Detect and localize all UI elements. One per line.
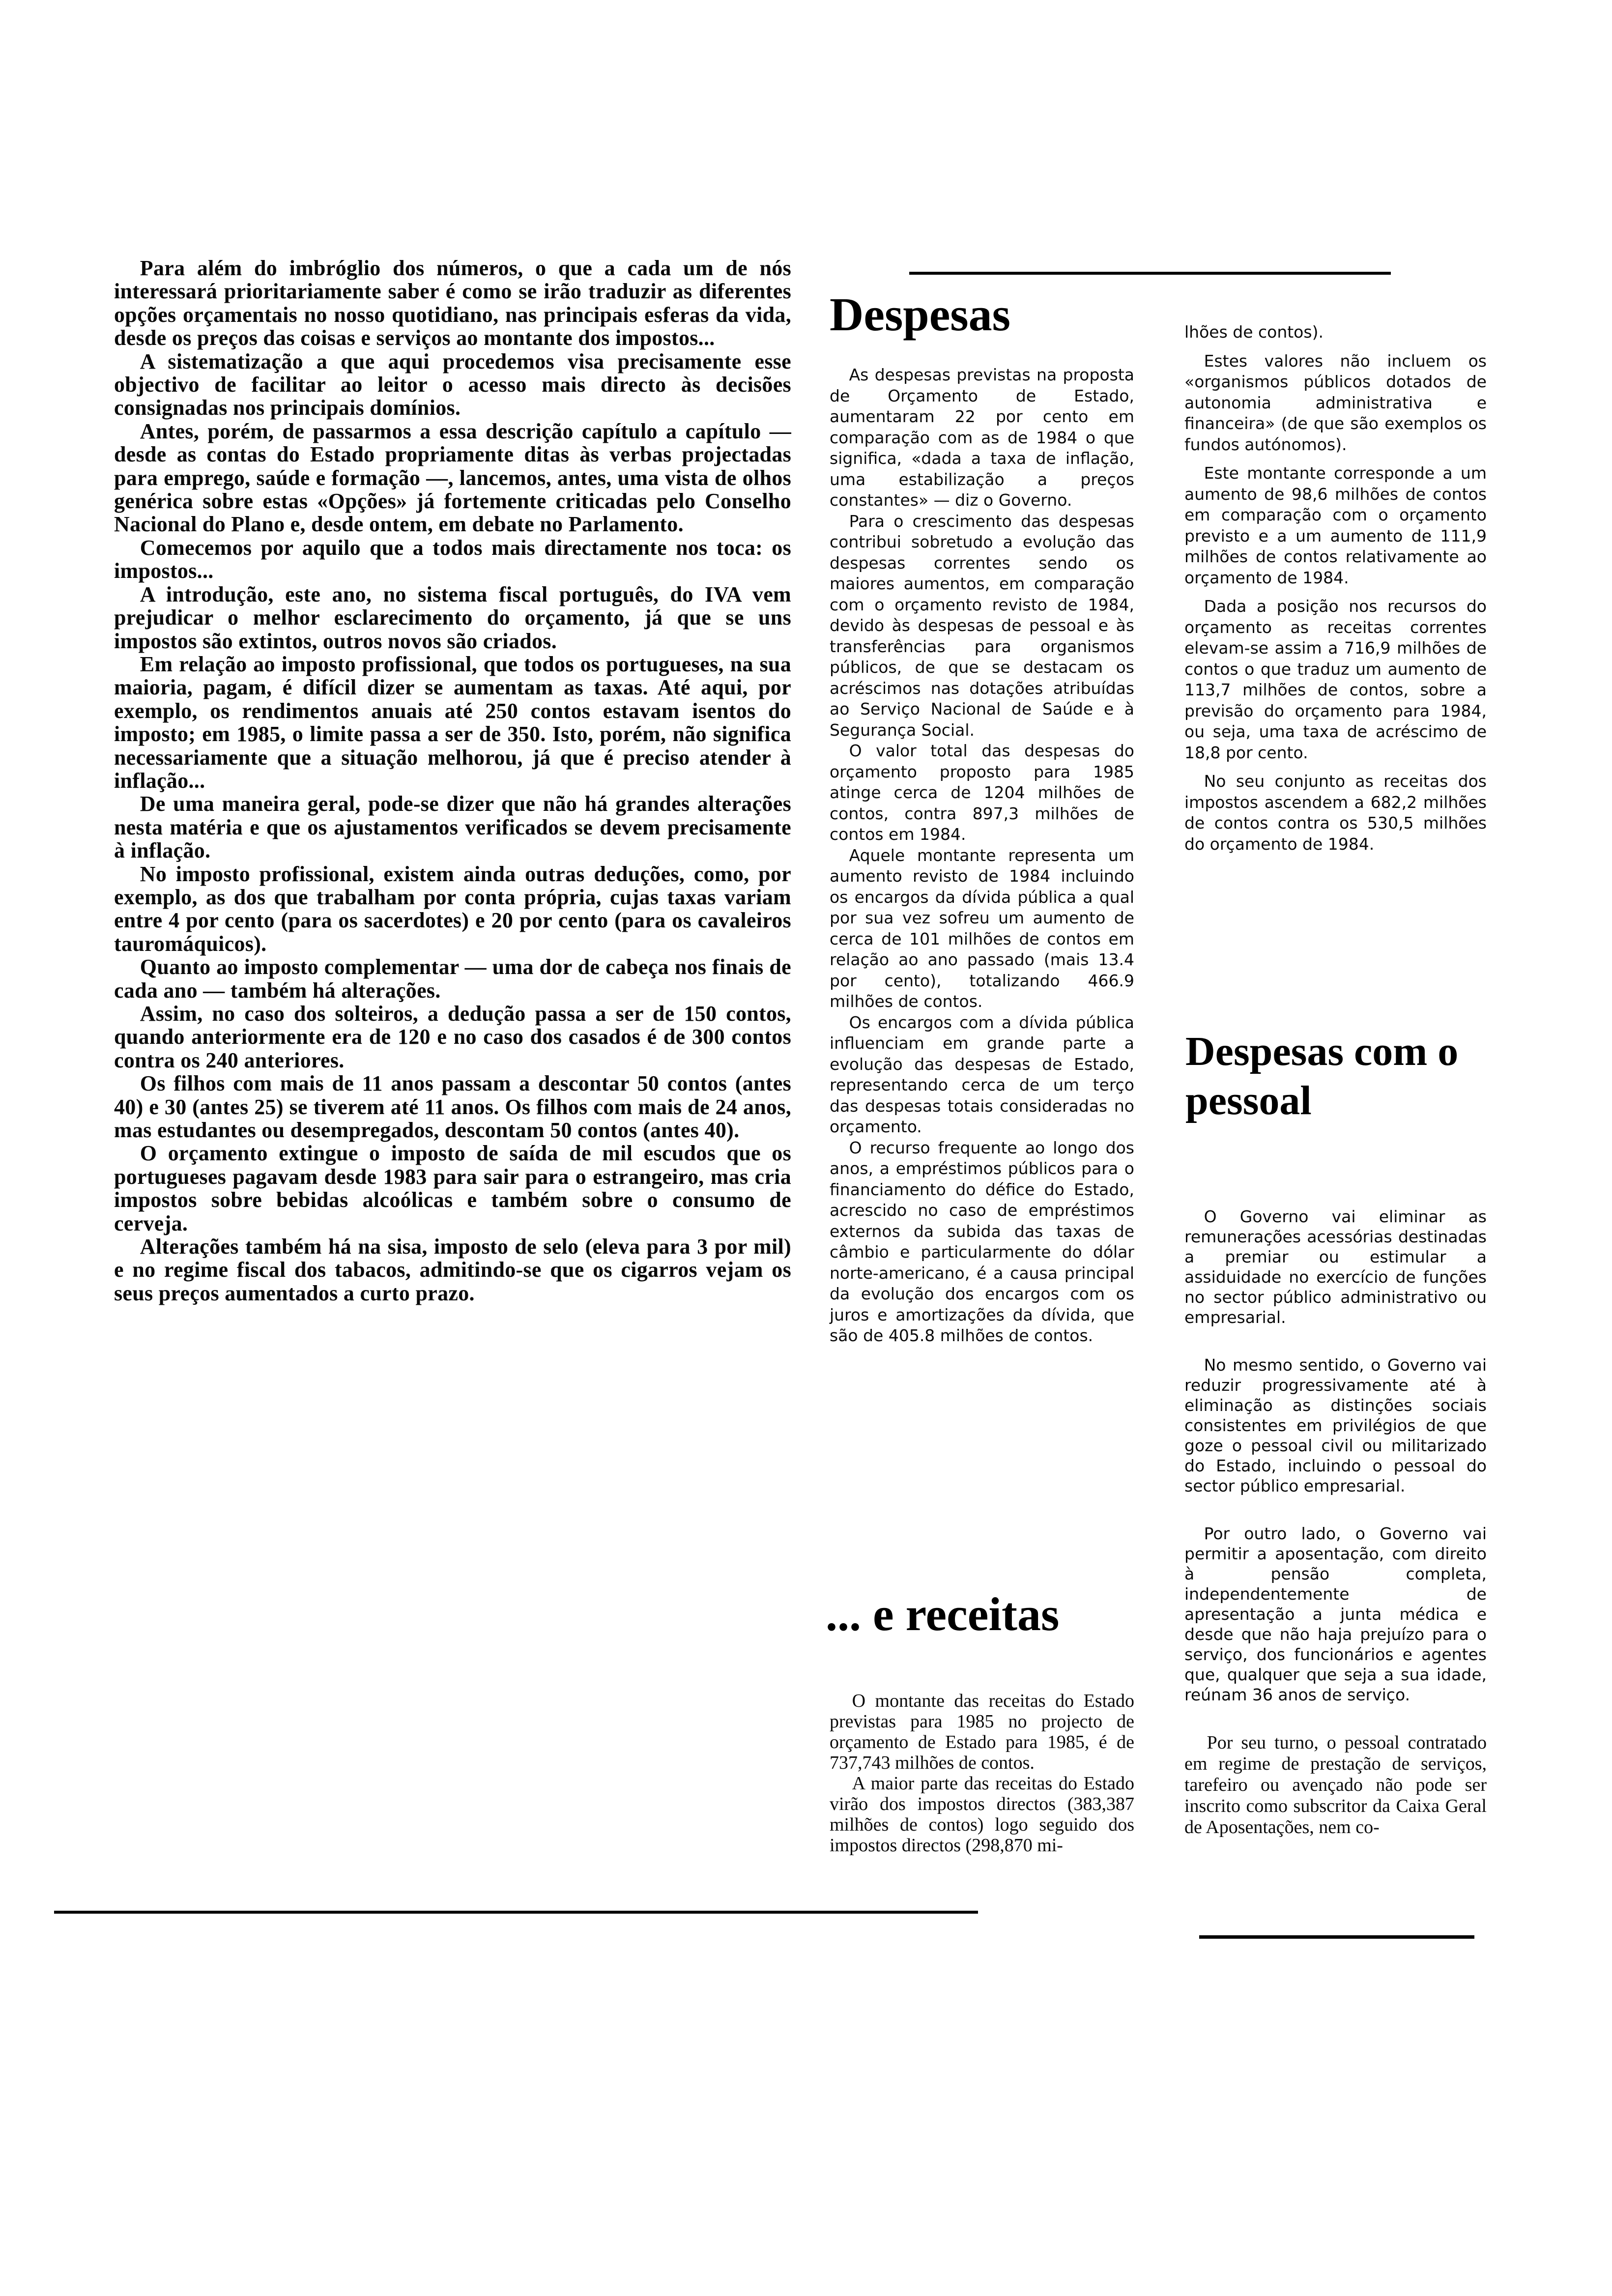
paragraph: O valor total das despesas do orçamento proposto para 1985 atinge cerca de 1204 milhões de contos, contra 897,3 milhões de contos em 1984. — [830, 741, 1134, 844]
paragraph: Por seu turno, o pessoal contratado em regime de prestação de serviços, tarefeiro ou avençado não pode ser inscrito como subscritor da Caixa Geral de Aposentações, nem co- — [1184, 1732, 1487, 1837]
paragraph: No imposto profissional, existem ainda outras deduções, como, por exemplo, as dos que trabalham por conta própria, cujas taxas variam entre 4 por cento (para os sacerdotes) e 20 por cento (para os cavaleiros tauromáquicos). — [114, 861, 791, 956]
heading-receitas: ... e receitas — [826, 1588, 1060, 1640]
paragraph: A sistematização a que aqui procedemos visa precisamente esse objectivo de facilitar ao leitor o acesso mais directo às decisões consignadas nos principais domínios. — [114, 349, 791, 420]
paragraph: No seu conjunto as receitas dos impostos ascendem a 682,2 milhões de contos contra os 530,5 milhões do orçamento de 1984. — [1184, 772, 1487, 854]
paragraph: Os encargos com a dívida pública influenciam em grande parte a evolução das despesas de Estado, representando cerca de um terço das despesas totais consideradas no orçamento. — [830, 1012, 1134, 1136]
receitas-continued — [1184, 322, 1487, 862]
paragraph: O montante das receitas do Estado previstas para 1985 no projecto de orçamento de Estado para 1985, é de 737,743 milhões de contos. — [830, 1691, 1134, 1773]
paragraph: O recurso frequente ao longo dos anos, a empréstimos públicos para o financiamento do défice do Estado, acrescido no caso de empréstimos externos da subida das taxas de câmbio e particularmente do dólar norte-americano, é a causa principal da evolução dos encargos com os juros e amortizações da dívida, que são de 405.8 milhões de contos. — [830, 1138, 1134, 1345]
left-article — [114, 257, 791, 1305]
paragraph: Para além do imbróglio dos números, o que a cada um de nós interessará prioritariamente saber é como se irão traduzir as diferentes opções orçamentais no nosso quotidiano, nas principais esferas da vida, desde os preços das coisas e serviços ao montante dos impostos... — [114, 256, 791, 350]
paragraph: Em relação ao imposto profissional, que todos os portugueses, na sua maioria, pagam, é difícil dizer se aumentam as taxas. Até aqui, por exemplo, os rendimentos anuais até 250 contos estavam isentos do imposto; em 1985, o limite passa a ser de 350. Isto, porém, não significa necessariamente que a situação melhorou, já que é preciso atender à inflação... — [114, 652, 791, 793]
paragraph: Alterações também há na sisa, imposto de selo (eleva para 3 por mil) e no regime fiscal dos tabacos, admitindo-se que os cigarros vejam os seus preços aumentados a curto prazo. — [114, 1234, 791, 1305]
paragraph: Aquele montante representa um aumento revisto de 1984 incluindo os encargos da dívida pública a qual por sua vez sofreu um aumento de cerca de 101 milhões de contos em relação ao ano passado (mais 13.4 por cento), totalizando 466.9 milhões de contos. — [830, 845, 1134, 1011]
pessoal-body — [1184, 1206, 1487, 1866]
paragraph: O orçamento extingue o imposto de saída de mil escudos que os portugueses pagavam desde 1983 para sair para o estrangeiro, mas cria impostos sobre bebidas alcoólicas e também sobre o consumo de cerveja. — [114, 1141, 791, 1235]
paragraph: O Governo vai eliminar as remunerações acessórias destinadas a premiar ou estimular a assiduidade no exercício de funções no sector público administrativo ou empresarial. — [1184, 1207, 1487, 1327]
paragraph: Estes valores não incluem os «organismos públicos dotados de autonomia administrativa e financeira» (de que são exemplos os fundos autónomos). — [1184, 351, 1487, 454]
paragraph: A introdução, este ano, no sistema fiscal português, do IVA vem prejudicar o melhor esclarecimento do orçamento, já que se uns impostos são extintos, outros novos são criados. — [114, 582, 791, 653]
despesas-body — [830, 365, 1134, 1347]
paragraph: Este montante corresponde a um aumento de 98,6 milhões de contos em comparação com o orçamento previsto e a um aumento de 111,9 milhões de contos relativamente ao orçamento de 1984. — [1184, 463, 1487, 587]
paragraph: A maior parte das receitas do Estado virão dos impostos directos (383,387 milhões de contos) logo seguido dos impostos directos (298,870 mi- — [830, 1773, 1134, 1856]
paragraph: Para o crescimento das despesas contribui sobretudo a evolução das despesas correntes sendo os maiores aumentos, em comparação com o orçamento revisto de 1984, devido às despesas de pessoal e às transferências para organismos públicos, de que se destacam os acréscimos nas dotações atribuídas ao Serviço Nacional de Saúde e à Segurança Social. — [830, 511, 1134, 740]
paragraph: lhões de contos). — [1184, 322, 1324, 342]
paragraph: Assim, no caso dos solteiros, a dedução passa a ser de 150 contos, quando anteriormente era de 120 e no caso dos casados é de 300 contos contra os 240 anteriores. — [114, 1002, 791, 1072]
top-rule — [909, 272, 1391, 275]
paragraph: Por outro lado, o Governo vai permitir a aposentação, com direito à pensão completa, independentemente de apresentação a junta médica e desde que não haja prejuízo para o serviço, dos funcionários e agentes que, qualquer que seja a sua idade, reúnam 36 anos de serviço. — [1184, 1524, 1487, 1704]
paragraph: No mesmo sentido, o Governo vai reduzir progressivamente até à eliminação as distinções sociais consistentes em privilégios de que goze o pessoal civil ou militarizado do Estado, incluindo o pessoal do sector público empresarial. — [1184, 1355, 1487, 1495]
paragraph: Dada a posição nos recursos do orçamento as receitas correntes elevam-se assim a 716,9 milhões de contos o que traduz um aumento de 113,7 milhões de contos, sobre a previsão do orçamento para 1984, ou seja, uma taxa de acréscimo de 18,8 por cento. — [1184, 597, 1487, 762]
receitas-body — [830, 1691, 1134, 1856]
paragraph: As despesas previstas na proposta de Orçamento de Estado, aumentaram 22 por cento em comparação com as de 1984 o que significa, «dada a taxa de inflação, uma estabilização a preços constantes» — diz o Governo. — [830, 365, 1134, 510]
paragraph: Os filhos com mais de 11 anos passam a descontar 50 contos (antes 40) e 30 (antes 25) se tiverem até 11 anos. Os filhos com mais de 24 anos, mas estudantes ou desempregados, descontam 50 contos (antes 40). — [114, 1071, 791, 1143]
paragraph: Antes, porém, de passarmos a essa descrição capítulo a capítulo — desde as contas do Estado propriamente ditas às verbas projectadas para emprego, saúde e formação —, lancemos, antes, uma vista de olhos genérica sobre estas «Opções» já fortemente criticadas pelo Conselho Nacional do Plano e, desde ontem, em debate no Parlamento. — [114, 419, 791, 537]
heading-despesas: Despesas — [830, 288, 1011, 341]
paragraph: Quanto ao imposto complementar — uma dor de cabeça nos finais de cada ano — também há alterações. — [114, 955, 791, 1003]
heading-despesas-com-pessoal: Despesas com o pessoal — [1185, 1029, 1459, 1123]
bottom-rule-left — [54, 1911, 978, 1914]
bottom-rule-right — [1199, 1935, 1474, 1939]
paragraph: Comecemos por aquilo que a todos mais directamente nos toca: os impostos... — [114, 535, 791, 583]
paragraph: De uma maneira geral, pode-se dizer que não há grandes alterações nesta matéria e que os ajustamentos verificados se devem precisamente à inflação. — [114, 792, 791, 863]
